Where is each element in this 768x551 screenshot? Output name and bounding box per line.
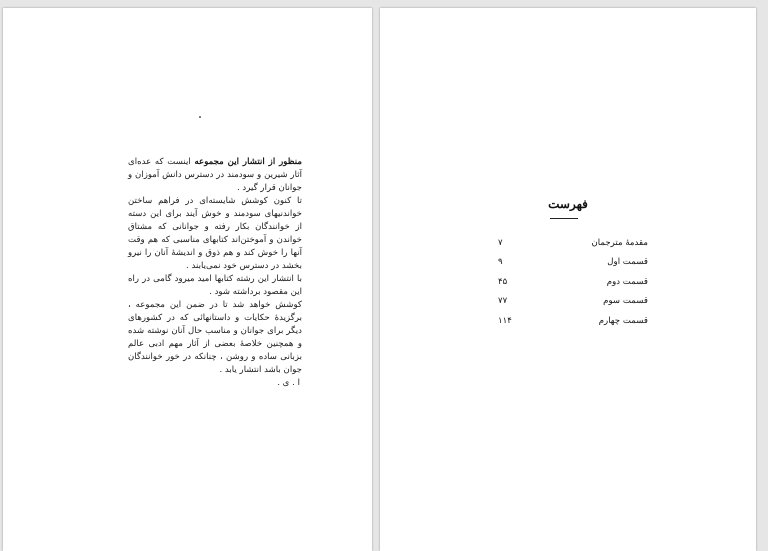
table-of-contents	[498, 233, 648, 331]
toc-entry-page: ۹	[498, 257, 503, 268]
toc-entry-page: ۱۱۴	[498, 315, 512, 326]
intro-paragraph-3: با انتشار این رشته کتابها امید میرود گامی در راه این مقصود برداشته شود .	[128, 274, 302, 297]
toc-entry-label: قسمت اول	[607, 257, 648, 268]
intro-paragraph-1	[128, 156, 302, 195]
toc-entry-label: قسمت دوم	[606, 276, 648, 287]
toc-entry-page: ۴۵	[498, 276, 508, 287]
toc-entry-label: قسمت چهارم	[598, 315, 648, 326]
toc-entry	[498, 292, 648, 312]
intro-lead: منظور از انتشار این مجموعه	[194, 157, 302, 167]
toc-entry	[498, 272, 648, 292]
intro-text	[128, 156, 302, 390]
toc-entry-page: ۷	[498, 237, 503, 248]
page-speck	[199, 116, 201, 118]
toc-title: فهرست	[548, 197, 588, 211]
toc-entry-page: ۷۷	[498, 296, 508, 307]
intro-paragraph-4	[128, 299, 302, 390]
toc-entry-label: قسمت سوم	[603, 296, 648, 307]
toc-entry-label: مقدمهٔ مترجمان	[591, 237, 648, 248]
intro-paragraph-2: تا کنون کوشش شایسته‌ای در فراهم ساختن خواندنیهای سودمند و خوش آیند برای این دسته از خوانندگان بکار رفته و جوانانی که مشتاق خواندن و آموختن‌اند کتابهای مناسبی که هم وقت آنها را خوش کند و هم ذوق و اندیشهٔ آنان را نیرو بخشد در دسترس خود نمی‌یابند .	[128, 196, 302, 271]
toc-entry	[498, 311, 648, 331]
intro-paragraph-4-text: کوشش خواهد شد تا در ضمن این مجموعه ، برگزیدهٔ حکایات و داستانهائی که در کشورهای دیگر برای جوانان و مناسب حال آنان نوشته شده و همچنین خلاصهٔ بعضی از آثار مهم ادبی عالم بزبانی ساده و روشن ، چنانکه در خور خوانندگان جوان باشد انتشار یابد .	[128, 300, 302, 375]
toc-entry	[498, 233, 648, 253]
toc-title-rule	[550, 218, 578, 219]
intro-paragraph-1-rest: اینست که عده‌ای آثار شیرین و سودمند در دسترس دانش آموزان و جوانان قرار گیرد .	[128, 157, 302, 193]
toc-entry	[498, 253, 648, 273]
intro-signature: ا . ی .	[277, 378, 300, 388]
